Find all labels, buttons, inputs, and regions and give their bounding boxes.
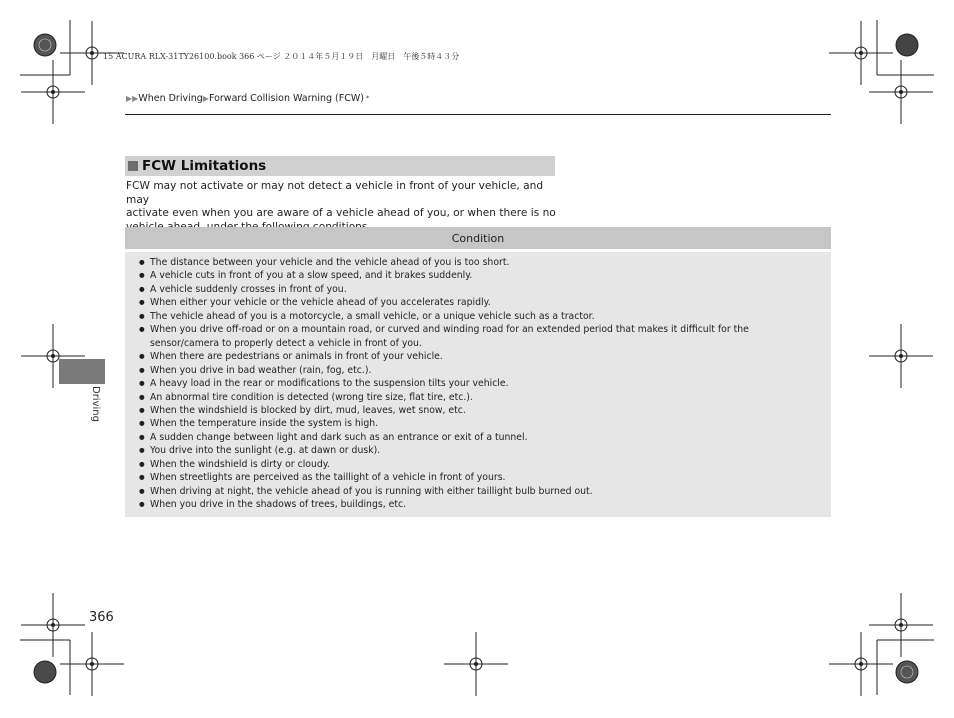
condition-table-body	[125, 252, 831, 517]
condition-item: ● When either your vehicle or the vehicle ahead of you accelerates rapidly.	[140, 296, 819, 309]
breadcrumb-level1[interactable]: When Driving	[138, 93, 203, 104]
condition-item: ● A vehicle suddenly crosses in front of you.	[140, 283, 819, 296]
section-title: FCW Limitations	[142, 158, 267, 174]
condition-item: ● When the windshield is blocked by dirt, mud, leaves, wet snow, etc.	[140, 404, 819, 417]
section-heading	[125, 156, 555, 176]
condition-item: ● A vehicle cuts in front of you at a slow speed, and it brakes suddenly.	[140, 269, 819, 282]
condition-item: ● When you drive in the shadows of trees, buildings, etc.	[140, 498, 819, 511]
condition-item: ● An abnormal tire condition is detected (wrong tire size, flat tire, etc.).	[140, 391, 819, 404]
header-rule	[125, 114, 831, 115]
condition-item: ● The vehicle ahead of you is a motorcycle, a small vehicle, or a unique vehicle such as a tractor.	[140, 310, 819, 323]
condition-item: ● When the temperature inside the system is high.	[140, 417, 819, 430]
condition-item: ● When you drive off-road or on a mountain road, or curved and winding road for an extended period that makes it difficult for the sensor/camera to properly detect a vehicle in front of you.	[140, 323, 819, 350]
breadcrumb-arrow-icon: ▶▶	[126, 94, 139, 103]
page-number: 366	[89, 610, 114, 625]
chapter-tab-label: Driving	[90, 386, 101, 422]
condition-item: ● A heavy load in the rear or modifications to the suspension tilts your vehicle.	[140, 377, 819, 390]
breadcrumb-level2[interactable]: Forward Collision Warning (FCW)	[208, 93, 364, 104]
condition-item: ● When streetlights are perceived as the taillight of a vehicle in front of yours.	[140, 471, 819, 484]
condition-list	[125, 252, 831, 512]
chapter-tab[interactable]	[59, 359, 105, 384]
condition-item: ● You drive into the sunlight (e.g. at dawn or dusk).	[140, 444, 819, 457]
condition-item: ● When the windshield is dirty or cloudy.	[140, 458, 819, 471]
condition-item: ● A sudden change between light and dark such as an entrance or exit of a tunnel.	[140, 431, 819, 444]
breadcrumb-marker: *	[365, 95, 369, 102]
section-square-icon	[128, 161, 138, 171]
condition-item: ● When you drive in bad weather (rain, fog, etc.).	[140, 364, 819, 377]
intro-line: FCW may not activate or may not detect a vehicle in front of your vehicle, and may	[126, 180, 544, 206]
condition-table-header: Condition	[125, 227, 831, 249]
condition-item: ● When driving at night, the vehicle ahead of you is running with either taillight bulb burned out.	[140, 485, 819, 498]
condition-item: ● The distance between your vehicle and the vehicle ahead of you is too short.	[140, 256, 819, 269]
condition-item: ● When there are pedestrians or animals in front of your vehicle.	[140, 350, 819, 363]
breadcrumb-arrow-icon: ▶	[202, 94, 209, 103]
print-header: 15 ACURA RLX-31TY26100.book 366 ページ ２０１４年５月１９日 月曜日 午後５時４３分	[103, 52, 460, 61]
breadcrumb	[126, 93, 369, 104]
intro-line: activate even when you are aware of a vehicle ahead of you, or when there is no	[126, 207, 556, 220]
